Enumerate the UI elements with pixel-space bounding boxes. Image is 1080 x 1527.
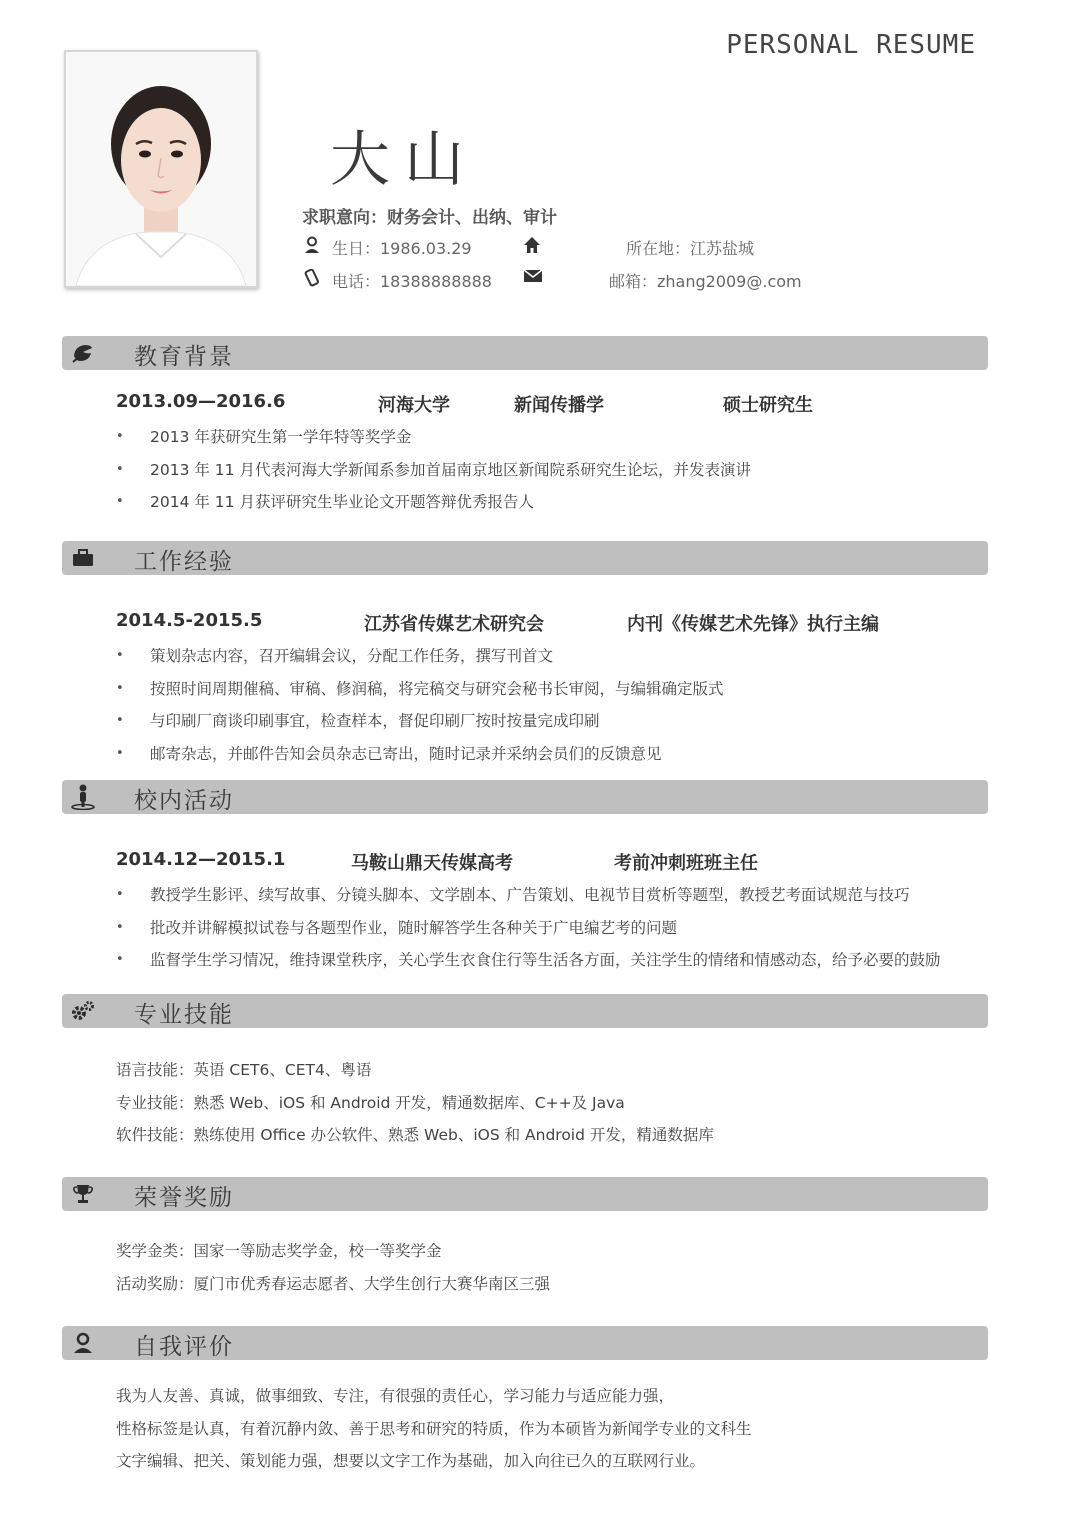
location-text: 所在地：江苏盐城 [626,239,755,258]
education-school: 河海大学 [378,395,450,416]
honors-list [116,1235,550,1300]
section-skills [62,994,988,1028]
section-activity [62,780,988,814]
list-item: 我为人友善、真诚，做事细致、专注，有很强的责任心，学习能力与适应能力强， [116,1387,675,1405]
profile-photo [64,50,258,288]
list-item: • 邮寄杂志，并邮件告知会员杂志已寄出，随时记录并采纳会员们的反馈意见 [114,738,724,771]
mail-icon [523,268,543,289]
person-icon [302,236,322,258]
activity-period: 2014.12—2015.1 [116,849,286,870]
work-list [114,640,724,770]
list-item: 奖学金类：国家一等励志奖学金，校一等奖学金 [116,1242,442,1260]
list-item: 专业技能：熟悉 Web、iOS 和 Android 开发，精通数据库、C++及 Java [116,1093,625,1112]
education-degree: 硕士研究生 [723,395,813,416]
section-title: 工作经验 [134,549,234,575]
gears-icon [70,998,96,1024]
section-title: 校内活动 [134,788,234,814]
work-period: 2014.5-2015.5 [116,610,263,631]
list-item: • 2013 年 11 月代表河海大学新闻系参加首届南京地区新闻院系研究生论坛，并发表演讲 [114,454,751,487]
list-item: 文字编辑、把关、策划能力强，想要以文字工作为基础，加入向往已久的互联网行业。 [116,1452,706,1470]
education-major: 新闻传播学 [514,395,604,416]
person-standing-icon [70,784,96,810]
section-title: 荣誉奖励 [134,1185,234,1211]
section-work [62,541,988,575]
list-item: • 监督学生学习情况，维持课堂秩序，关心学生衣食住行等生活各方面，关注学生的情绪和情感动态，给予必要的鼓励 [114,944,941,977]
briefcase-icon [70,545,96,571]
trophy-icon [70,1181,96,1207]
education-period: 2013.09—2016.6 [116,391,286,412]
list-item: 语言技能：英语 CET6、CET4、粤语 [116,1061,372,1079]
list-item: • 2014 年 11 月获评研究生毕业论文开题答辩优秀报告人 [114,486,751,519]
list-item: • 与印刷厂商谈印刷事宜，检查样本，督促印刷厂按时按量完成印刷 [114,705,724,738]
list-item: • 教授学生影评、续写故事、分镜头脚本、文学剧本、广告策划、电视节目赏析等题型，教授艺考面试规范与技巧 [114,879,941,912]
list-item: 活动奖励：厦门市优秀春运志愿者、大学生创行大赛华南区三强 [116,1274,551,1293]
section-honors [62,1177,988,1211]
skills-list [116,1054,714,1152]
birthday-info [302,236,472,259]
section-title: 教育背景 [134,344,234,370]
list-item: • 按照时间周期催稿、审稿、修润稿，将完稿交与研究会秘书长审阅，与编辑确定版式 [114,673,724,706]
phone-icon [302,269,322,291]
activity-role: 考前冲刺班班主任 [614,853,758,874]
list-item: • 策划杂志内容，召开编辑会议，分配工作任务，撰写刊首文 [114,640,724,673]
user-icon [70,1330,96,1356]
activity-org: 马鞍山鼎天传媒高考 [351,853,513,874]
phone-info [302,269,492,292]
list-item: 性格标签是认真，有着沉静内敛、善于思考和研究的特质，作为本硕皆为新闻学专业的文科生 [116,1419,752,1438]
section-title: 专业技能 [134,1002,234,1028]
section-education [62,336,988,370]
home-icon [523,236,541,259]
email-text: 邮箱：zhang2009@.com [609,272,802,291]
education-list [114,421,751,519]
list-item: • 批改并讲解模拟试卷与各题型作业，随时解答学生各种关于广电编艺考的问题 [114,912,941,945]
work-role: 内刊《传媒艺术先锋》执行主编 [627,614,879,635]
activity-list [114,879,941,977]
page-title: PERSONAL RESUME [726,30,976,60]
list-item: 软件技能：熟练使用 Office 办公软件、熟悉 Web、iOS 和 Android 开发，精通数据库 [116,1126,714,1144]
self-list [116,1380,752,1478]
candidate-name: 大山 [330,125,478,195]
job-intent: 求职意向：财务会计、出纳、审计 [302,208,557,228]
work-org: 江苏省传媒艺术研究会 [364,614,544,635]
birthday-text: 生日：1986.03.29 [332,239,472,258]
section-title: 自我评价 [134,1334,234,1360]
phone-text: 电话：18388888888 [332,272,492,291]
list-item: • 2013 年获研究生第一学年特等奖学金 [114,421,751,454]
graduation-icon [70,340,96,366]
section-self [62,1326,988,1360]
